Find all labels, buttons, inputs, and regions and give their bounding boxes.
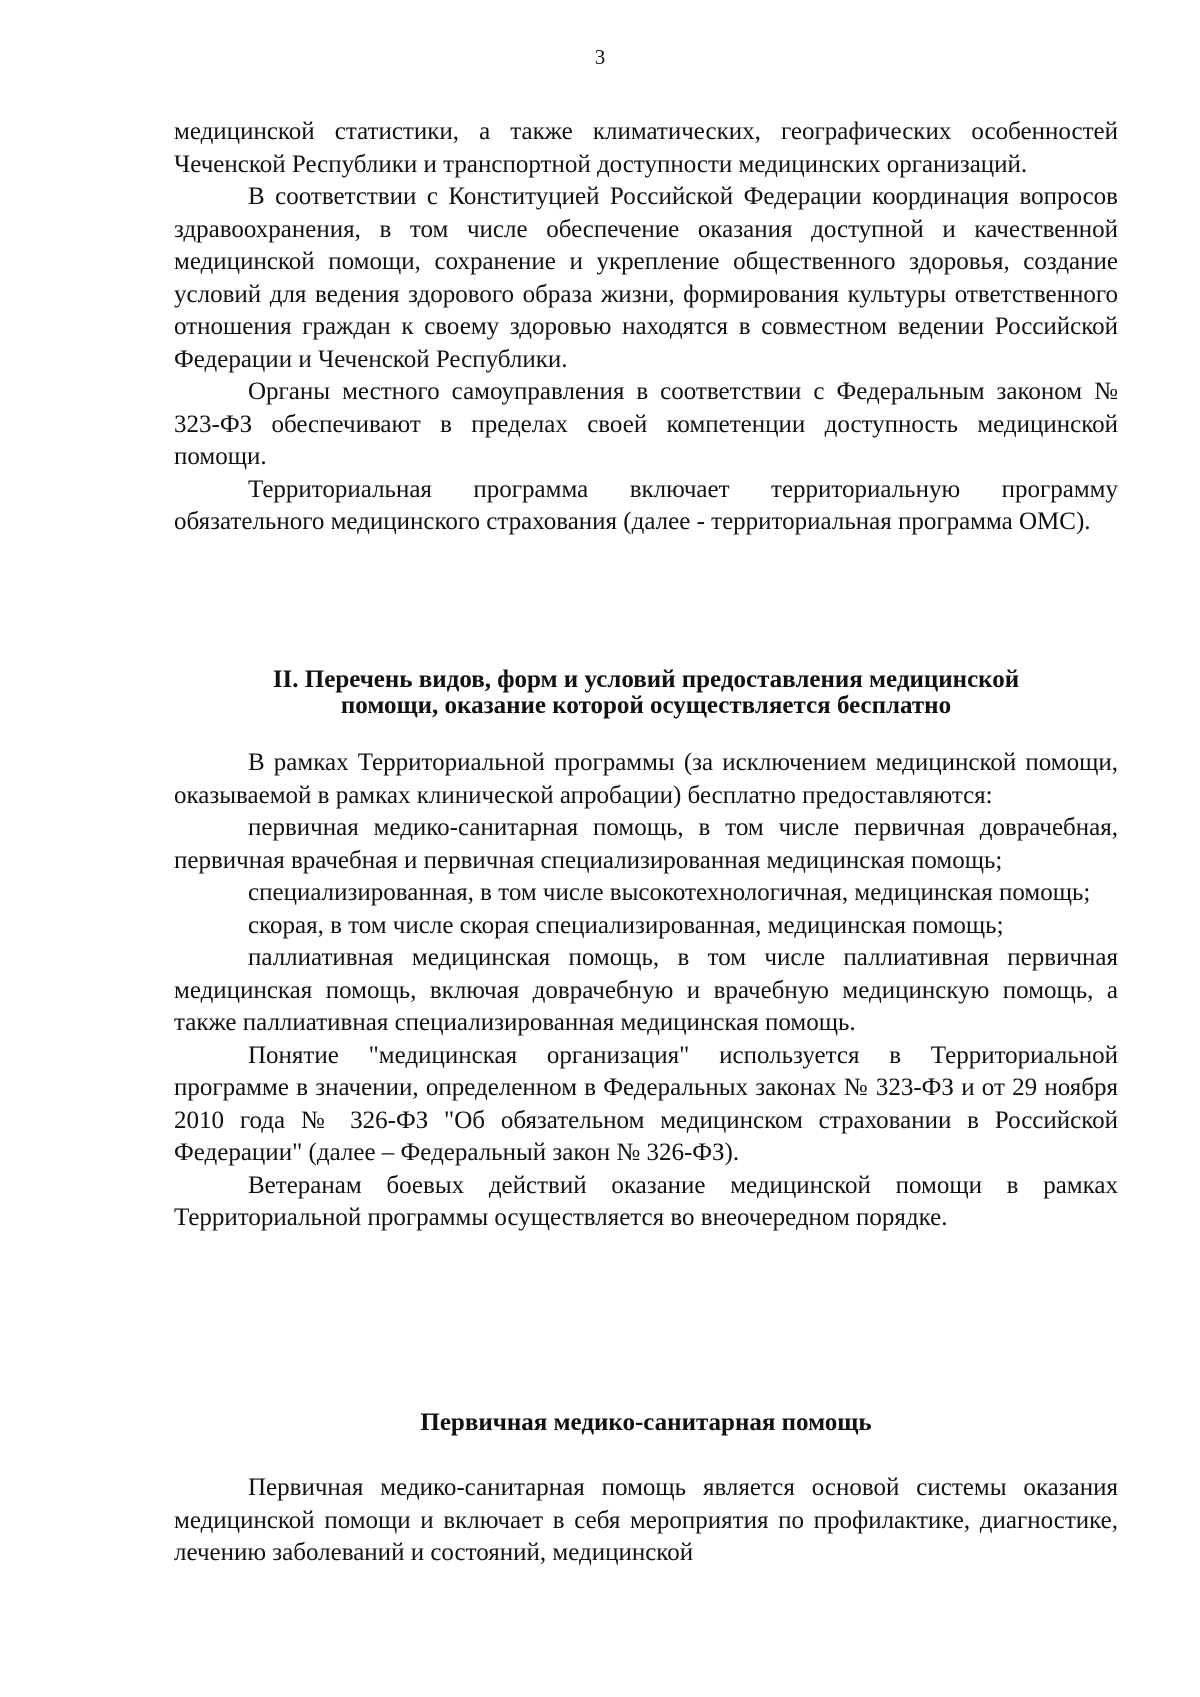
paragraph-territorial-program: Территориальная программа включает территориальную программу обязательного медицинского страхования (далее - территориальная программа ОМС). [174, 475, 1118, 535]
paragraph-free-care-intro: В рамках Территориальной программы (за исключением медицинской помощи, оказываемой в рамках клинической апробации) бесплатно предоставляются: [174, 749, 1118, 809]
paragraph-veterans: Ветеранам боевых действий оказание медицинской помощи в рамках Территориальной программы осуществляется во внеочередном порядке. [174, 1171, 1118, 1231]
intro-text [174, 116, 1118, 539]
section-text [174, 747, 1118, 1235]
section-heading-line-2: помощи, оказание которой осуществляется бесплатно [340, 692, 952, 719]
paragraph-primary-care-basis: Первичная медико-санитарная помощь является основой системы оказания медицинской помощи и включает в себя мероприятия по профилактике, диагностике, лечению заболеваний и состояний, медицинской [174, 1474, 1118, 1566]
list-item-palliative-care: паллиативная медицинская помощь, в том числе паллиативная первичная медицинская помощь, включая доврачебную и врачебную медицинскую помощь, а также паллиативная специализированная медицинская помощь. [174, 944, 1118, 1036]
page-number: 3 [594, 45, 606, 69]
paragraph-local-government: Органы местного самоуправления в соответствии с Федеральным законом № 323-ФЗ обеспечивают в пределах своей компетенции доступность медицинской помощи. [174, 378, 1118, 470]
paragraph-medical-organization-definition: Понятие "медицинская организация" используется в Территориальной программе в значении, определенном в Федеральных законах № 323-ФЗ и от 29 ноября 2010 года № 326-ФЗ "Об обязательном медицинском страховании в Российской Федерации" (далее – Федеральный закон № 326-ФЗ). [174, 1041, 1118, 1166]
list-item-specialized-care: специализированная, в том числе высокотехнологичная, медицинская помощь; [248, 879, 1091, 906]
list-item-primary-care: первичная медико-санитарная помощь, в том числе первичная доврачебная, первичная врачебная и первичная специализированная медицинская помощь; [174, 814, 1118, 874]
final-text [174, 1472, 1118, 1570]
subheading-primary-care: Первичная медико-санитарная помощь [420, 1409, 872, 1436]
paragraph-constitution: В соответствии с Конституцией Российской Федерации координация вопросов здравоохранения, в том числе обеспечение оказания доступной и качественной медицинской помощи, сохранение и укрепление общественного здоровья, создание условий для ведения здорового образа жизни, формирования культуры ответственного отношения граждан к своему здоровью находятся в совместном ведении Российской Федерации и Чеченской Республики. [174, 183, 1118, 373]
paragraph-continuation: медицинской статистики, а также климатических, географических особенностей Чеченской Республики и транспортной доступности медицинских организаций. [174, 118, 1118, 178]
section-heading-line-1: II. Перечень видов, форм и условий предоставления медицинской [272, 666, 1020, 693]
section-heading [174, 667, 1118, 719]
list-item-emergency-care: скорая, в том числе скорая специализированная, медицинская помощь; [248, 911, 1004, 939]
